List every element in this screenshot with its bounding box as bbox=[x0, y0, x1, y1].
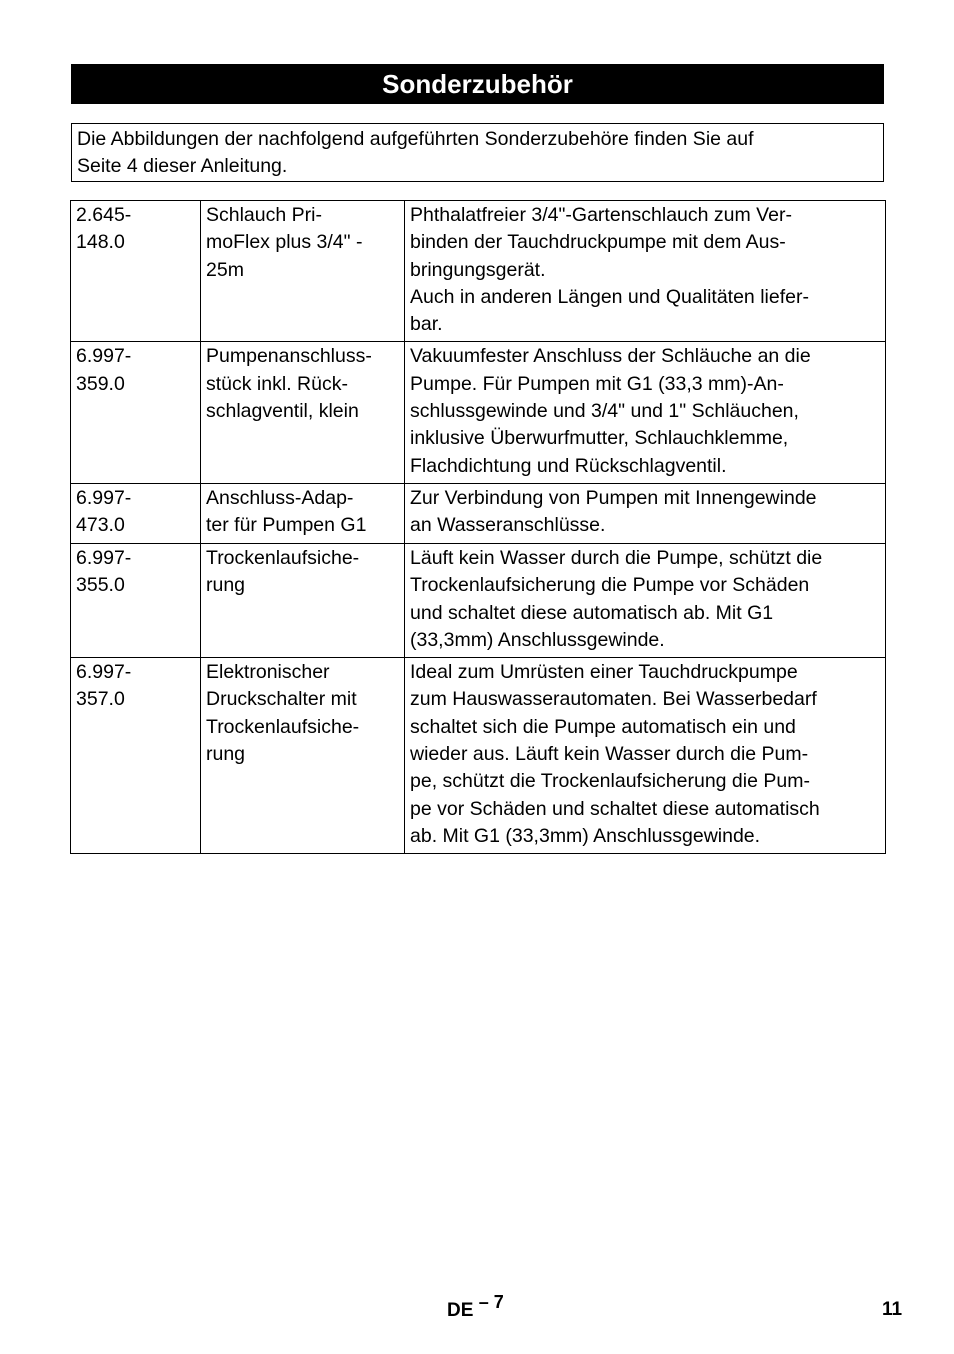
part-number: 2.645- 148.0 bbox=[71, 201, 201, 342]
part-name: Elektronischer Druckschalter mit Trockenlaufsiche- rung bbox=[201, 658, 405, 854]
table-row bbox=[71, 543, 886, 657]
part-name: Pumpenanschluss- stück inkl. Rück- schlagventil, klein bbox=[201, 342, 405, 483]
accessories-table-body bbox=[71, 201, 886, 854]
footer-section-label bbox=[447, 1292, 504, 1322]
part-name: Schlauch Pri- moFlex plus 3/4" - 25m bbox=[201, 201, 405, 342]
footer-language: DE bbox=[447, 1300, 474, 1321]
part-description: Phthalatfreier 3/4"-Gartenschlauch zum Ver- binden der Tauchdruckpumpe mit dem Aus- bringungsgerät. Auch in anderen Längen und Qualitäten liefer- bar. bbox=[405, 201, 886, 342]
intro-text: Die Abbildungen der nachfolgend aufgeführten Sonderzubehöre finden Sie auf Seite 4 dieser Anleitung. bbox=[77, 128, 754, 177]
footer-section-page: – 7 bbox=[478, 1292, 504, 1312]
intro-note bbox=[71, 123, 884, 182]
table-row bbox=[71, 201, 886, 342]
part-number: 6.997- 473.0 bbox=[71, 483, 201, 543]
table-row bbox=[71, 483, 886, 543]
part-name: Trockenlaufsiche- rung bbox=[201, 543, 405, 657]
part-description: Läuft kein Wasser durch die Pumpe, schützt die Trockenlaufsicherung die Pumpe vor Schäden und schaltet diese automatisch ab. Mit G1 (33,3mm) Anschlussgewinde. bbox=[405, 543, 886, 657]
part-description: Vakuumfester Anschluss der Schläuche an die Pumpe. Für Pumpen mit G1 (33,3 mm)-An- schlussgewinde und 3/4" und 1" Schläuchen, inklusive Überwurfmutter, Schlauchklemme, Flachdichtung und Rückschlagventil. bbox=[405, 342, 886, 483]
part-description: Zur Verbindung von Pumpen mit Innengewinde an Wasseranschlüsse. bbox=[405, 483, 886, 543]
part-number: 6.997- 355.0 bbox=[71, 543, 201, 657]
section-title: Sonderzubehör bbox=[71, 64, 884, 104]
accessories-table bbox=[70, 200, 886, 854]
part-number: 6.997- 357.0 bbox=[71, 658, 201, 854]
page-number: 11 bbox=[882, 1299, 903, 1320]
table-row bbox=[71, 342, 886, 483]
part-name: Anschluss-Adap- ter für Pumpen G1 bbox=[201, 483, 405, 543]
table-row bbox=[71, 658, 886, 854]
part-number: 6.997- 359.0 bbox=[71, 342, 201, 483]
part-description: Ideal zum Umrüsten einer Tauchdruckpumpe zum Hauswasserautomaten. Bei Wasserbedarf schaltet sich die Pumpe automatisch ein und wieder aus. Läuft kein Wasser durch die Pum- pe, schützt die Trockenlaufsicherung die Pum- pe vor Schäden und schaltet diese automatisch ab. Mit G1 (33,3mm) Anschlussgewinde. bbox=[405, 658, 886, 854]
